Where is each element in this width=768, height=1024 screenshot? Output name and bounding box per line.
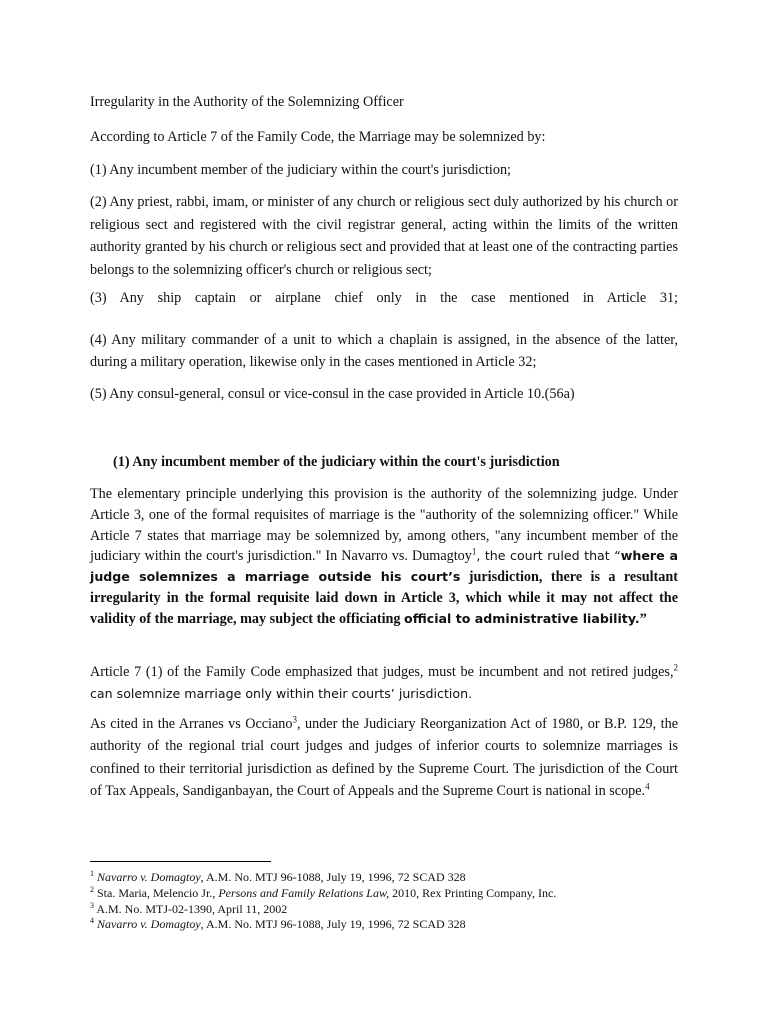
paragraph-article-7 (90, 661, 678, 705)
footnote-text: , A.M. No. MTJ 96-1088, July 19, 1996, 72 SCAD 328 (200, 917, 466, 931)
paragraph-text: Article 7 (1) of the Family Code emphasized that judges, must be incumbent and not retired judges, (90, 664, 674, 680)
footnote-marker: 3 (292, 714, 297, 725)
footnote-case-name: Navarro v. Domagtoy (97, 870, 201, 884)
document-title: Irregularity in the Authority of the Solemnizing Officer (90, 94, 404, 110)
paragraph-arranes (90, 713, 678, 802)
footnote-marker: 4 (645, 781, 650, 792)
footnote-marker: 2 (673, 662, 678, 673)
footnote-text: , A.M. No. MTJ 96-1088, July 19, 1996, 72 SCAD 328 (200, 870, 466, 884)
footnote-number: 1 (90, 869, 94, 878)
paragraph-text: As cited in the Arranes vs Occiano (90, 716, 293, 732)
paragraph-text: The elementary principle underlying this provision is the authority of the solemnizing judge. Under Article 3, one of the formal requisites of marriage is the "authority of the solemnizing officer." While Article 7 states that marriage may be solemnized by, among others, "any incumbent member of the judiciary within the court's jurisdiction." In Navarro vs. Dumagtoy (90, 486, 678, 565)
footnote-text: 2010, Rex Printing Company, Inc. (389, 886, 557, 900)
list-item-5: (5) Any consul-general, consul or vice-consul in the case provided in Article 10.(56a) (90, 386, 575, 402)
list-item-3: (3) Any ship captain or airplane chief only in the case mentioned in Article 31; (90, 290, 678, 306)
footnote-case-name: Navarro v. Domagtoy (97, 917, 201, 931)
paragraph-text: , under the Judiciary Reorganization Act of 1980, or B.P. 129, the authority of the regional trial court judges and judges of inferior courts to solemnize marriages is confined to their territorial jurisdiction as defined by the Supreme Court. The jurisdiction of the Court of Tax Appeals, Sandiganbayan, the Court of Appeals and the Supreme Court is national in scope. (90, 716, 678, 799)
quoted-ruling: ” (639, 610, 647, 627)
footnote-4 (90, 916, 690, 932)
list-item-1: (1) Any incumbent member of the judiciary within the court's jurisdiction; (90, 162, 511, 178)
paragraph-navarro (90, 484, 678, 630)
footnote-3 (90, 901, 690, 917)
footnote-text: Sta. Maria, Melencio Jr., (97, 886, 219, 900)
footnote-divider (90, 861, 271, 862)
section-heading: (1) Any incumbent member of the judiciary within the court's jurisdiction (113, 454, 560, 470)
intro-paragraph: According to Article 7 of the Family Code, the Marriage may be solemnized by: (90, 129, 546, 145)
footnote-2 (90, 885, 690, 901)
footnote-number: 4 (90, 916, 94, 925)
footnote-number: 3 (90, 901, 94, 910)
footnote-number: 2 (90, 885, 94, 894)
list-item-4: (4) Any military commander of a unit to which a chaplain is assigned, in the absence of the latter, during a military operation, likewise only in the cases mentioned in Article 32; (90, 332, 678, 370)
paragraph-text: , the court ruled that “ (476, 548, 621, 564)
footnote-book-title: Persons and Family Relations Law, (218, 886, 390, 900)
quoted-ruling: where a judge solemnizes a marriage outside his court’s (90, 548, 679, 585)
list-item-2: (2) Any priest, rabbi, imam, or minister of any church or religious sect duly authorized by his church or religious sect and registered with the civil registrar general, acting within the limits of the written authority granted by his church or religious sect and provided that at least one of the contracting parties belongs to the solemnizing officer's church or religious sect; (90, 194, 678, 278)
footnote-text: A.M. No. MTJ-02-1390, April 11, 2002 (96, 902, 288, 916)
footnote-marker: 1 (471, 546, 477, 557)
footnote-1 (90, 869, 690, 885)
quoted-ruling: official to administrative liability. (404, 610, 640, 626)
paragraph-text: can solemnize marriage only within their courts’ jurisdiction. (90, 686, 473, 701)
quoted-ruling: jurisdiction, there is a resultant irregularity in the formal requisite laid down in Article 3, which while it may not affect the validity of the marriage, may subject the officiating (90, 569, 678, 627)
